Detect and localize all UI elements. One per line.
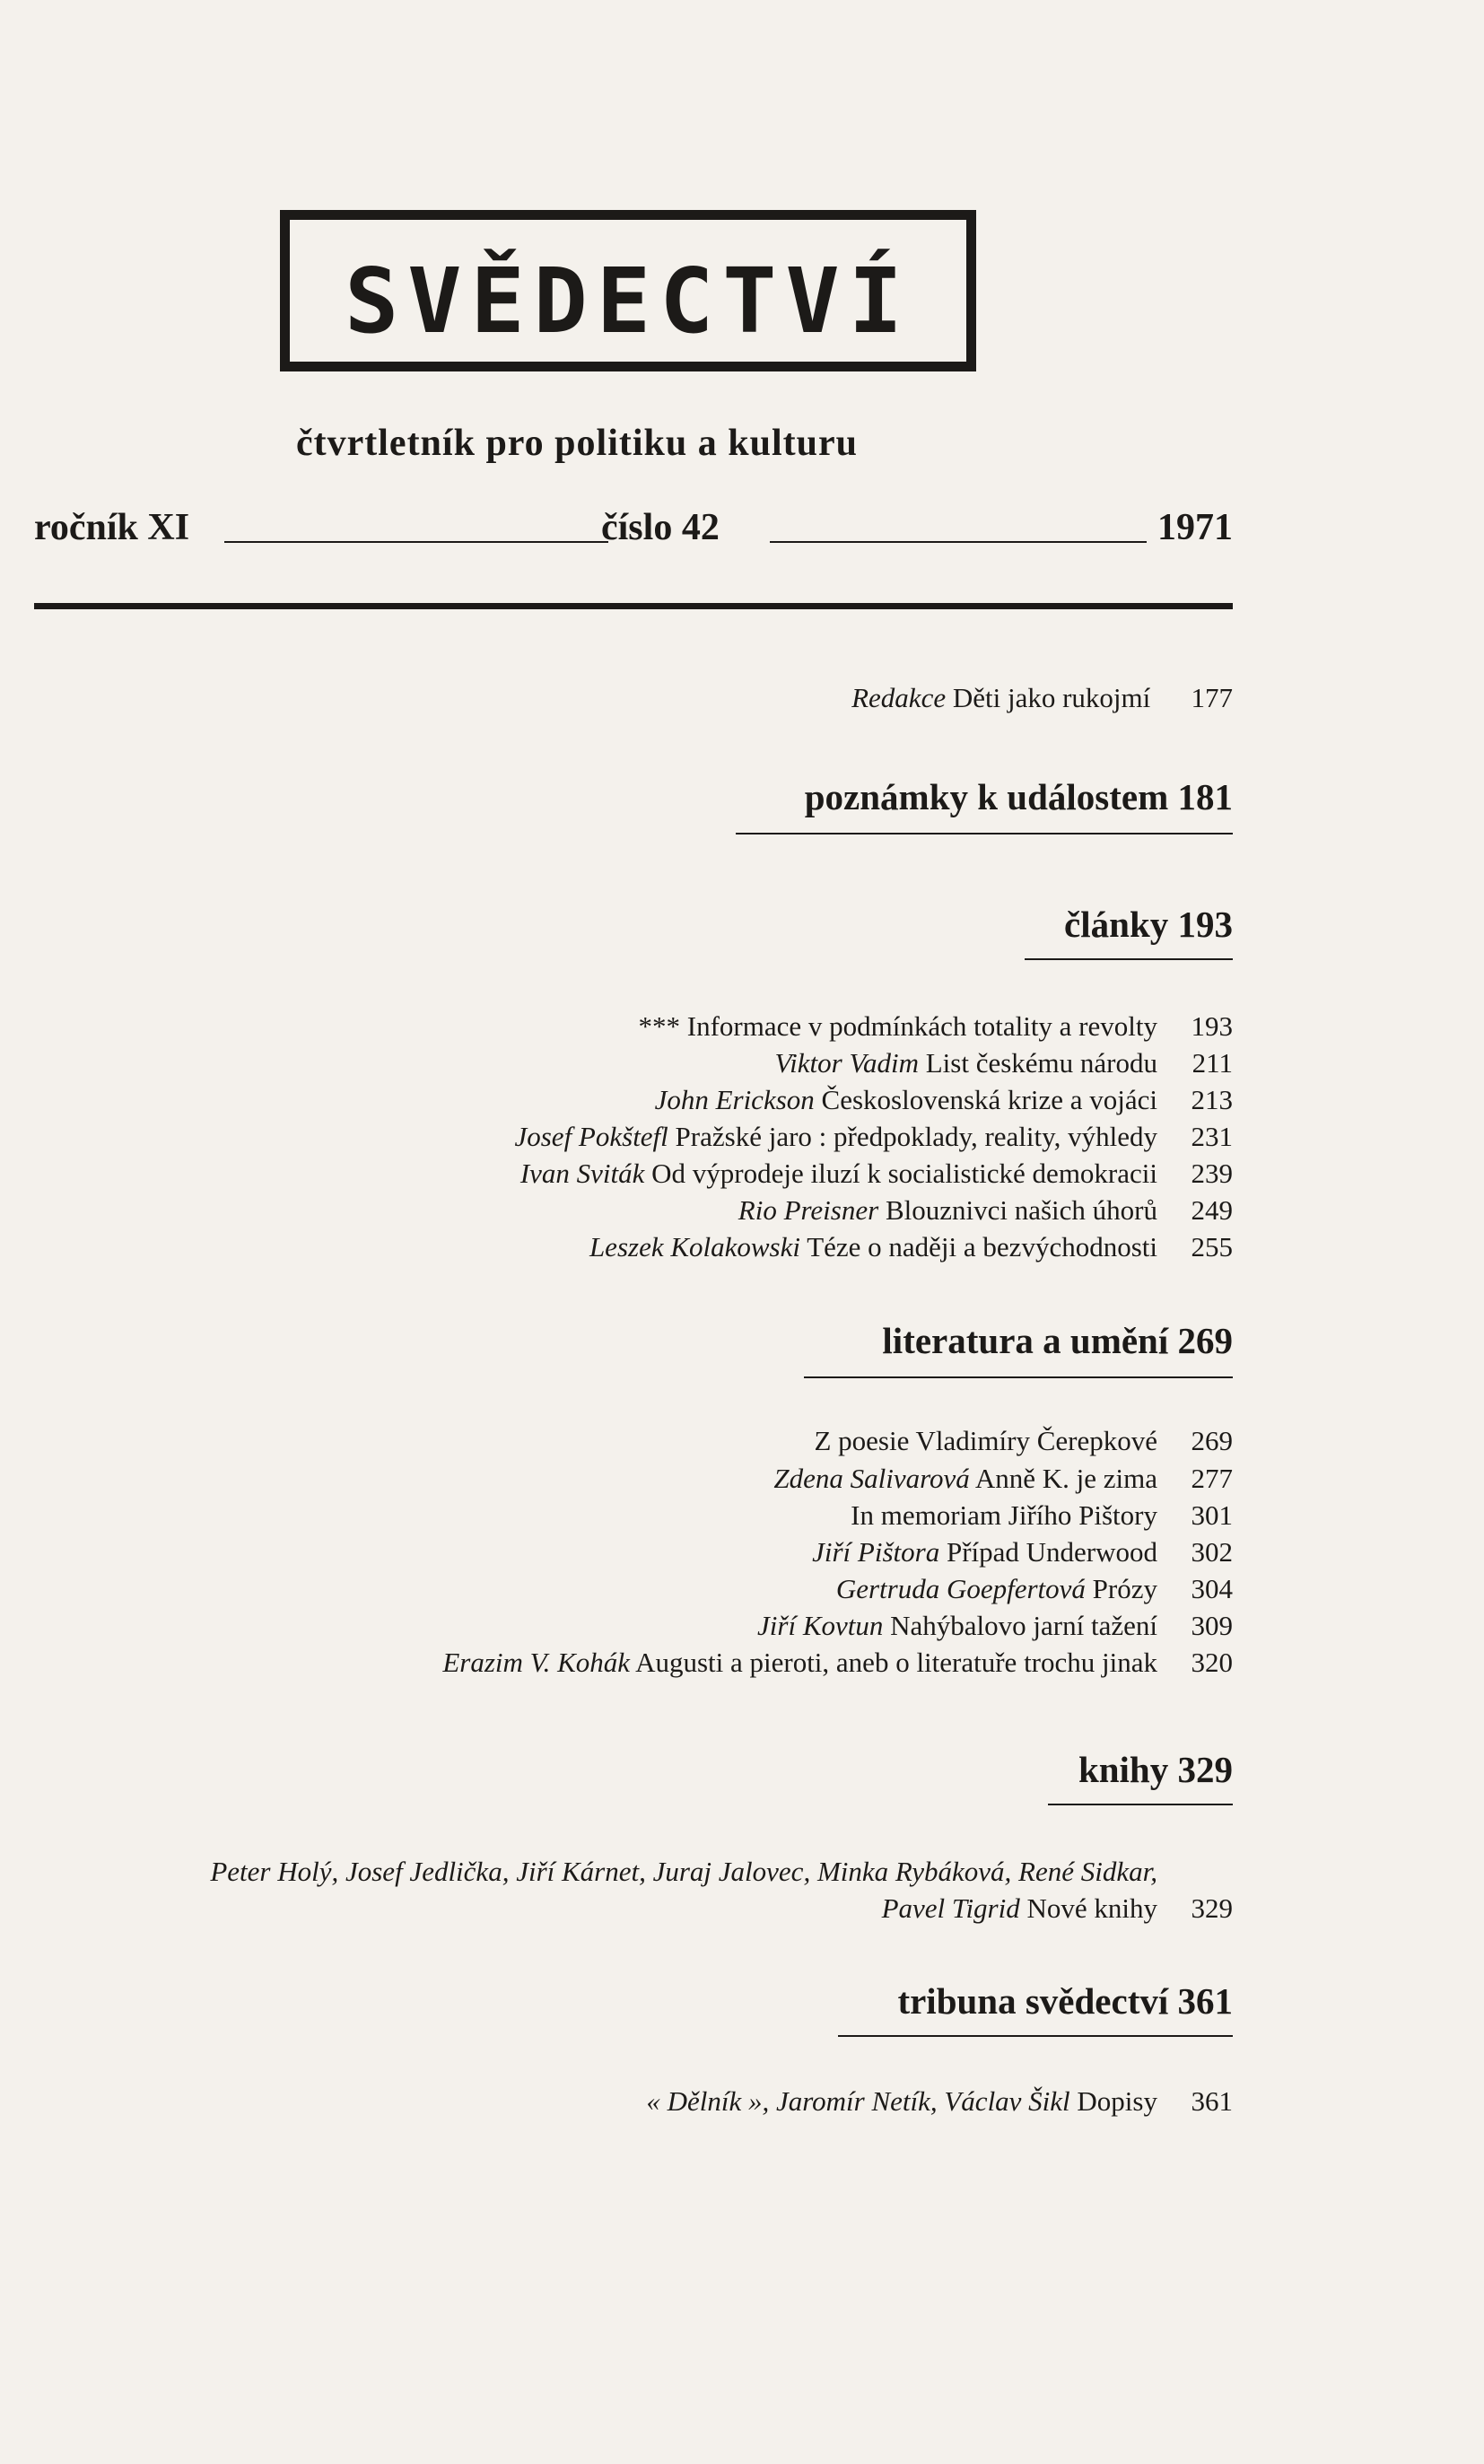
entry-page: 193 [1191, 1010, 1233, 1042]
section-heading: knihy 329 [1078, 1749, 1233, 1790]
entry-page: 277 [1191, 1463, 1233, 1494]
entry-title: Případ Underwood [946, 1536, 1157, 1568]
entry-author: Jiří Kovtun [757, 1610, 884, 1641]
issue-divider [224, 541, 608, 543]
section-divider [1048, 1804, 1233, 1805]
issue-number: číslo 42 [601, 507, 720, 548]
entry-page: 329 [1191, 1892, 1233, 1924]
entry-title: Z poesie Vladimíry Čerepkové [814, 1425, 1157, 1456]
entry-page: 211 [1192, 1047, 1233, 1079]
entry-author: *** [638, 1010, 680, 1042]
entry-author: John Erickson [654, 1084, 815, 1115]
entry-title: List českému národu [925, 1047, 1157, 1079]
entry-page: 361 [1191, 2085, 1233, 2117]
entry-author: Pavel Tigrid [881, 1892, 1020, 1924]
entry-page: 302 [1191, 1536, 1233, 1568]
entry-title: Blouznivci našich úhorů [885, 1194, 1157, 1226]
entry-page: 213 [1191, 1084, 1233, 1115]
entry-title: Nahýbalovo jarní tažení [890, 1610, 1157, 1641]
entry-page: 304 [1191, 1573, 1233, 1604]
entry-title: Československá krize a vojáci [821, 1084, 1157, 1115]
entry-title: Děti jako rukojmí [952, 682, 1151, 713]
entry-author: Peter Holý, Josef Jedlička, Jiří Kárnet, Juraj Jalovec, Minka Rybáková, René Sidkar, [210, 1856, 1157, 1887]
entry-title: Nové knihy [1026, 1892, 1157, 1924]
entry-author: Erazim V. Kohák [442, 1647, 631, 1678]
entry-title: Augusti a pieroti, aneb o literatuře trochu jinak [635, 1647, 1157, 1678]
entry-title: Informace v podmínkách totality a revolty [686, 1010, 1157, 1042]
masthead-title: SVĚDECTVÍ [345, 249, 912, 354]
entry-author: Jiří Pištora [812, 1536, 940, 1568]
entry-page: 255 [1191, 1231, 1233, 1263]
entry-author: Gertruda Goepfertová [835, 1573, 1086, 1604]
section-divider [838, 2035, 1233, 2037]
entry-title: Téze o naději a bezvýchodnosti [807, 1231, 1157, 1263]
masthead-subtitle: čtvrtletník pro politiku a kulturu [296, 423, 858, 464]
entry-page: 249 [1191, 1194, 1233, 1226]
section-heading: tribuna svědectví 361 [897, 1980, 1233, 2022]
entry-title: Anně K. je zima [974, 1463, 1157, 1494]
entry-title: Dopisy [1077, 2085, 1157, 2117]
section-divider [736, 833, 1233, 834]
entry-author: Rio Preisner [738, 1194, 879, 1226]
entry-title: Pražské jaro : předpoklady, reality, výhledy [675, 1121, 1157, 1152]
entry-page: 239 [1191, 1158, 1233, 1189]
entry-page: 231 [1191, 1121, 1233, 1152]
entry-title: In memoriam Jiřího Pištory [851, 1499, 1157, 1531]
entry-author: Redakce [851, 682, 947, 713]
entry-author: Leszek Kolakowski [589, 1231, 800, 1263]
entry-author: « Dělník », Jaromír Netík, Václav Šikl [646, 2085, 1070, 2117]
entry-page: 269 [1191, 1425, 1233, 1456]
entry-page: 177 [1191, 682, 1233, 713]
entry-page: 309 [1191, 1610, 1233, 1641]
entry-author: Viktor Vadim [774, 1047, 919, 1079]
entry-page: 301 [1191, 1499, 1233, 1531]
entry-author: Zdena Salivarová [773, 1463, 970, 1494]
section-heading: poznámky k událostem 181 [804, 776, 1233, 817]
entry-author: Ivan Sviták [519, 1158, 645, 1189]
header-divider [34, 603, 1233, 609]
issue-year: 1971 [1157, 507, 1233, 548]
entry-author: Josef Pokštefl [514, 1121, 668, 1152]
entry-title: Prózy [1092, 1573, 1157, 1604]
section-divider [1025, 958, 1233, 960]
issue-divider [770, 541, 1147, 543]
section-divider [804, 1376, 1233, 1378]
entry-title: Od výprodeje iluzí k socialistické demokracii [651, 1158, 1157, 1189]
issue-line [34, 506, 1233, 556]
section-heading: literatura a umění 269 [882, 1320, 1233, 1361]
entry-page: 320 [1191, 1647, 1233, 1678]
issue-volume: ročník XI [34, 507, 190, 548]
section-heading: články 193 [1064, 904, 1233, 945]
masthead-logo [280, 210, 976, 371]
